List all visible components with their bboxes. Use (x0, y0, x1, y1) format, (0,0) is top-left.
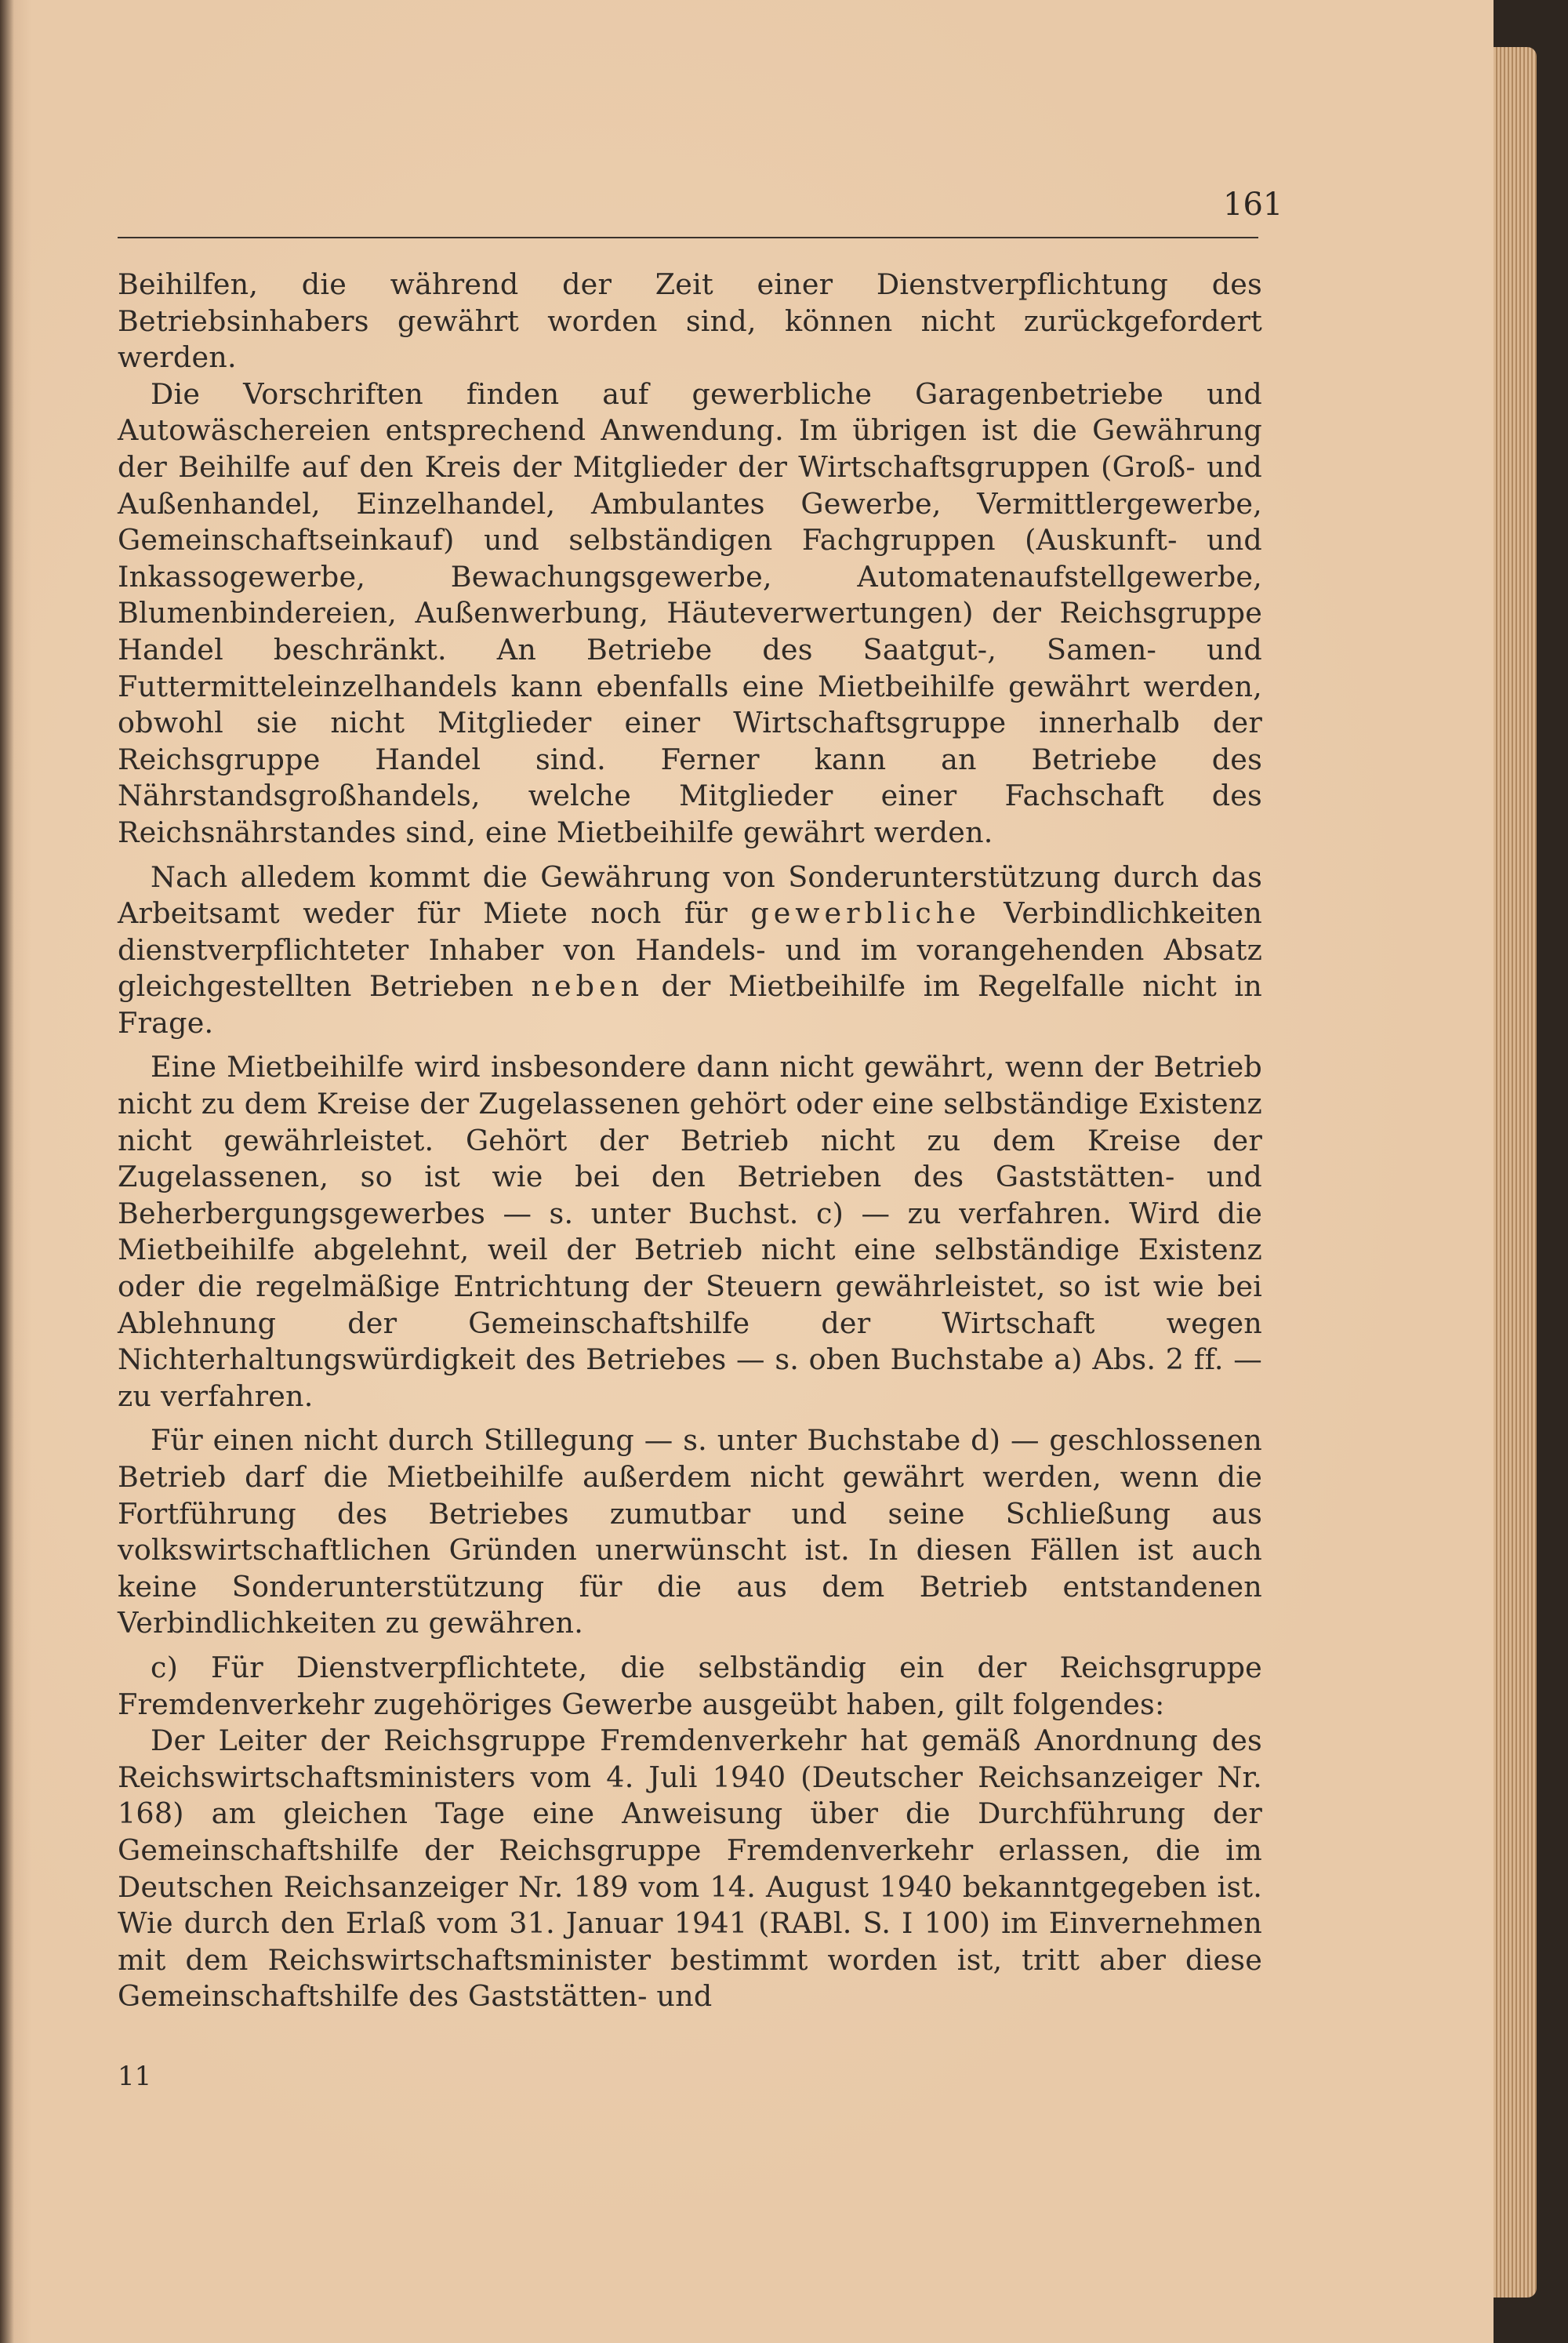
paragraph-reichsgruppe-fremdenverkehr: Der Leiter der Reichsgruppe Fremdenverkehr hat gemäß Anordnung des Reichswirtschaftsministers vom 4. Juli 1940 (Deutscher Reichsanzeiger Nr. 168) am gleichen Tage eine Anweisung über die Durchführung der Gemeinschaftshilfe der Reichsgruppe Fremdenverkehr erlassen, die im Deutschen Reichsanzeiger Nr. 189 vom 14. August 1940 bekanntgegeben ist. Wie durch den Erlaß vom 31. Januar 1941 (RABl. S. I 100) im Einvernehmen mit dem Reichswirtschaftsminister bestimmt worden ist, tritt aber diese Gemeinschaftshilfe des Gaststätten- und (118, 1724, 1262, 2014)
page-number: 161 (1223, 187, 1283, 223)
header-rule (118, 237, 1258, 238)
emphasis-neben: neben (531, 969, 644, 1004)
signature-mark: 11 (118, 2061, 152, 2092)
paragraph-text-part: der Mietbeihilfe im Regelfalle nicht in Frage. (118, 969, 1262, 1040)
body-text (118, 267, 1262, 2015)
binding-shadow (0, 0, 14, 2343)
paragraph-text-part: Verbindlichkeiten dienstverpflichteter Inhaber von Handels- und im vorangehenden Absatz gleichgestellten Betrieben (118, 896, 1263, 1004)
paragraph-text-part: Nach alledem kommt die Gewährung von Sonderunterstützung durch das Arbeitsamt weder für Miete noch für (118, 859, 1262, 931)
paragraph-stillegung: Für einen nicht durch Stillegung — s. unter Buchstabe d) — geschlossenen Betrieb darf die Mietbeihilfe außerdem nicht gewährt werden, wenn die Fortführung des Betriebes zumutbar und seine Schließung aus volkswirtschaftlichen Gründen unerwünscht ist. In diesen Fällen ist auch keine Sonderunterstützung für die aus dem Betrieb entstandenen Verbindlichkeiten zu gewähren. (118, 1423, 1262, 1640)
paragraph-sonderunterstuetzung (118, 859, 1262, 1042)
emphasis-gewerbliche: gewerbliche (750, 896, 981, 931)
paragraph-beihilfen: Beihilfen, die während der Zeit einer Dienstverpflichtung des Betriebsinhabers gewährt worden sind, können nicht zurückgefordert werden. (118, 267, 1262, 375)
paragraph-vorschriften: Die Vorschriften finden auf gewerbliche Garagenbetriebe und Autowäschereien entsprechend Anwendung. Im übrigen ist die Gewährung der Beihilfe auf den Kreis der Mitglieder der Wirtschaftsgruppen (Groß- und Außenhandel, Einzelhandel, Ambulantes Gewerbe, Vermittlergewerbe, Gemeinschaftseinkauf) und selbständigen Fachgruppen (Auskunft- und Inkassogewerbe, Bewachungsgewerbe, Automatenaufstellgewerbe, Blumenbindereien, Außenwerbung, Häuteverwertungen) der Reichsgruppe Handel beschränkt. An Betriebe des Saatgut-, Samen- und Futtermitteleinzelhandels kann ebenfalls eine Mietbeihilfe gewährt werden, obwohl sie nicht Mitglieder einer Wirtschaftsgruppe innerhalb der Reichsgruppe Handel sind. Ferner kann an Betriebe des Nährstandsgroßhandels, welche Mitglieder einer Fachschaft des Reichsnährstandes sind, eine Mietbeihilfe gewährt werden. (118, 376, 1262, 849)
paragraph-mietbeihilfe: Eine Mietbeihilfe wird insbesondere dann nicht gewährt, wenn der Betrieb nicht zu dem Kreise der Zugelassenen gehört oder eine selbständige Existenz nicht gewährleistet. Gehört der Betrieb nicht zu dem Kreise der Zugelassenen, so ist wie bei den Betrieben des Gaststätten- und Beherbergungsgewerbes — s. unter Buchst. c) — zu verfahren. Wird die Mietbeihilfe abgelehnt, weil der Betrieb nicht eine selbständige Existenz oder die regelmäßige Entrichtung der Steuern gewährleistet, so ist wie bei Ablehnung der Gemeinschaftshilfe der Wirtschaft wegen Nichterhaltungswürdigkeit des Betriebes — s. oben Buchstabe a) Abs. 2 ff. — zu verfahren. (118, 1050, 1262, 1413)
paragraph-dienstverpflichtete: c) Für Dienstverpflichtete, die selbständig ein der Reichsgruppe Fremdenverkehr zugehöriges Gewerbe ausgeübt haben, gilt folgendes: (118, 1650, 1262, 1721)
